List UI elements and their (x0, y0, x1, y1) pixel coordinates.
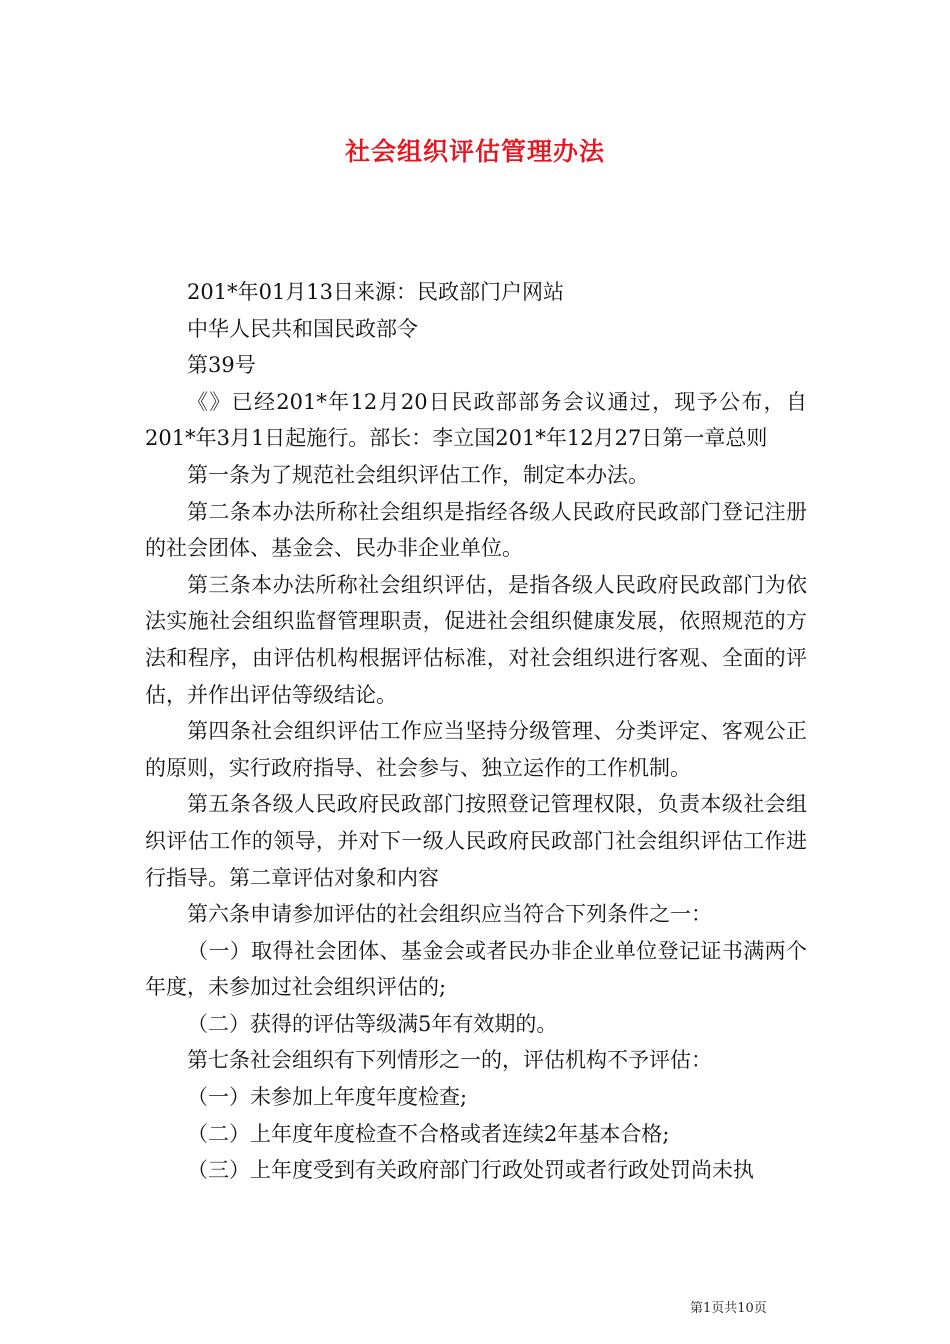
paragraph: （二）上年度年度检查不合格或者连续2年基本合格; (187, 1121, 670, 1146)
paragraph: 201*年01月13日来源：民政部门户网站 (187, 280, 565, 304)
paragraph: 第三条本办法所称社会组织评估，是指各级人民政府民政部门为依法实施社会组织监督管理职责，促进社会组织健康发展，依照规范的方法和程序，由评估机构根据评估标准，对社会组织进行客观、全面的评估，并作出评估等级结论。 (145, 572, 807, 707)
paragraph: 第39号 (187, 353, 256, 378)
page-number: 第1页共10页 (690, 1301, 767, 1316)
document-title: 社会组织评估管理办法 (344, 137, 605, 166)
paragraph: （三）上年度受到有关政府部门行政处罚或者行政处罚尚未执 (187, 1158, 754, 1183)
paragraph: 中华人民共和国民政部令 (187, 316, 418, 341)
paragraph: 《》已经201*年12月20日民政部部务会议通过，现予公布，自201*年3月1日起施行。部长：李立国201*年12月27日第一章总则 (145, 389, 807, 451)
paragraph: （二）获得的评估等级满5年有效期的。 (187, 1011, 558, 1036)
paragraph: （一）未参加上年度年度检查; (187, 1085, 468, 1110)
paragraph: 第七条社会组织有下列情形之一的，评估机构不予评估： (187, 1048, 712, 1073)
paragraph: 第一条为了规范社会组织评估工作，制定本办法。 (187, 462, 649, 487)
paragraph: （一）取得社会团体、基金会或者民办非企业单位登记证书满两个年度，未参加过社会组织评估的; (145, 938, 807, 1000)
paragraph: 第四条社会组织评估工作应当坚持分级管理、分类评定、客观公正的原则，实行政府指导、社会参与、独立运作的工作机制。 (145, 719, 807, 780)
paragraph: 第六条申请参加评估的社会组织应当符合下列条件之一： (187, 902, 712, 927)
paragraph: 第五条各级人民政府民政部门按照登记管理权限，负责本级社会组织评估工作的领导，并对下一级人民政府民政部门社会组织评估工作进行指导。第二章评估对象和内容 (145, 792, 807, 890)
document-body (145, 274, 807, 1189)
paragraph: 第二条本办法所称社会组织是指经各级人民政府民政部门登记注册的社会团体、基金会、民办非企业单位。 (145, 499, 807, 561)
